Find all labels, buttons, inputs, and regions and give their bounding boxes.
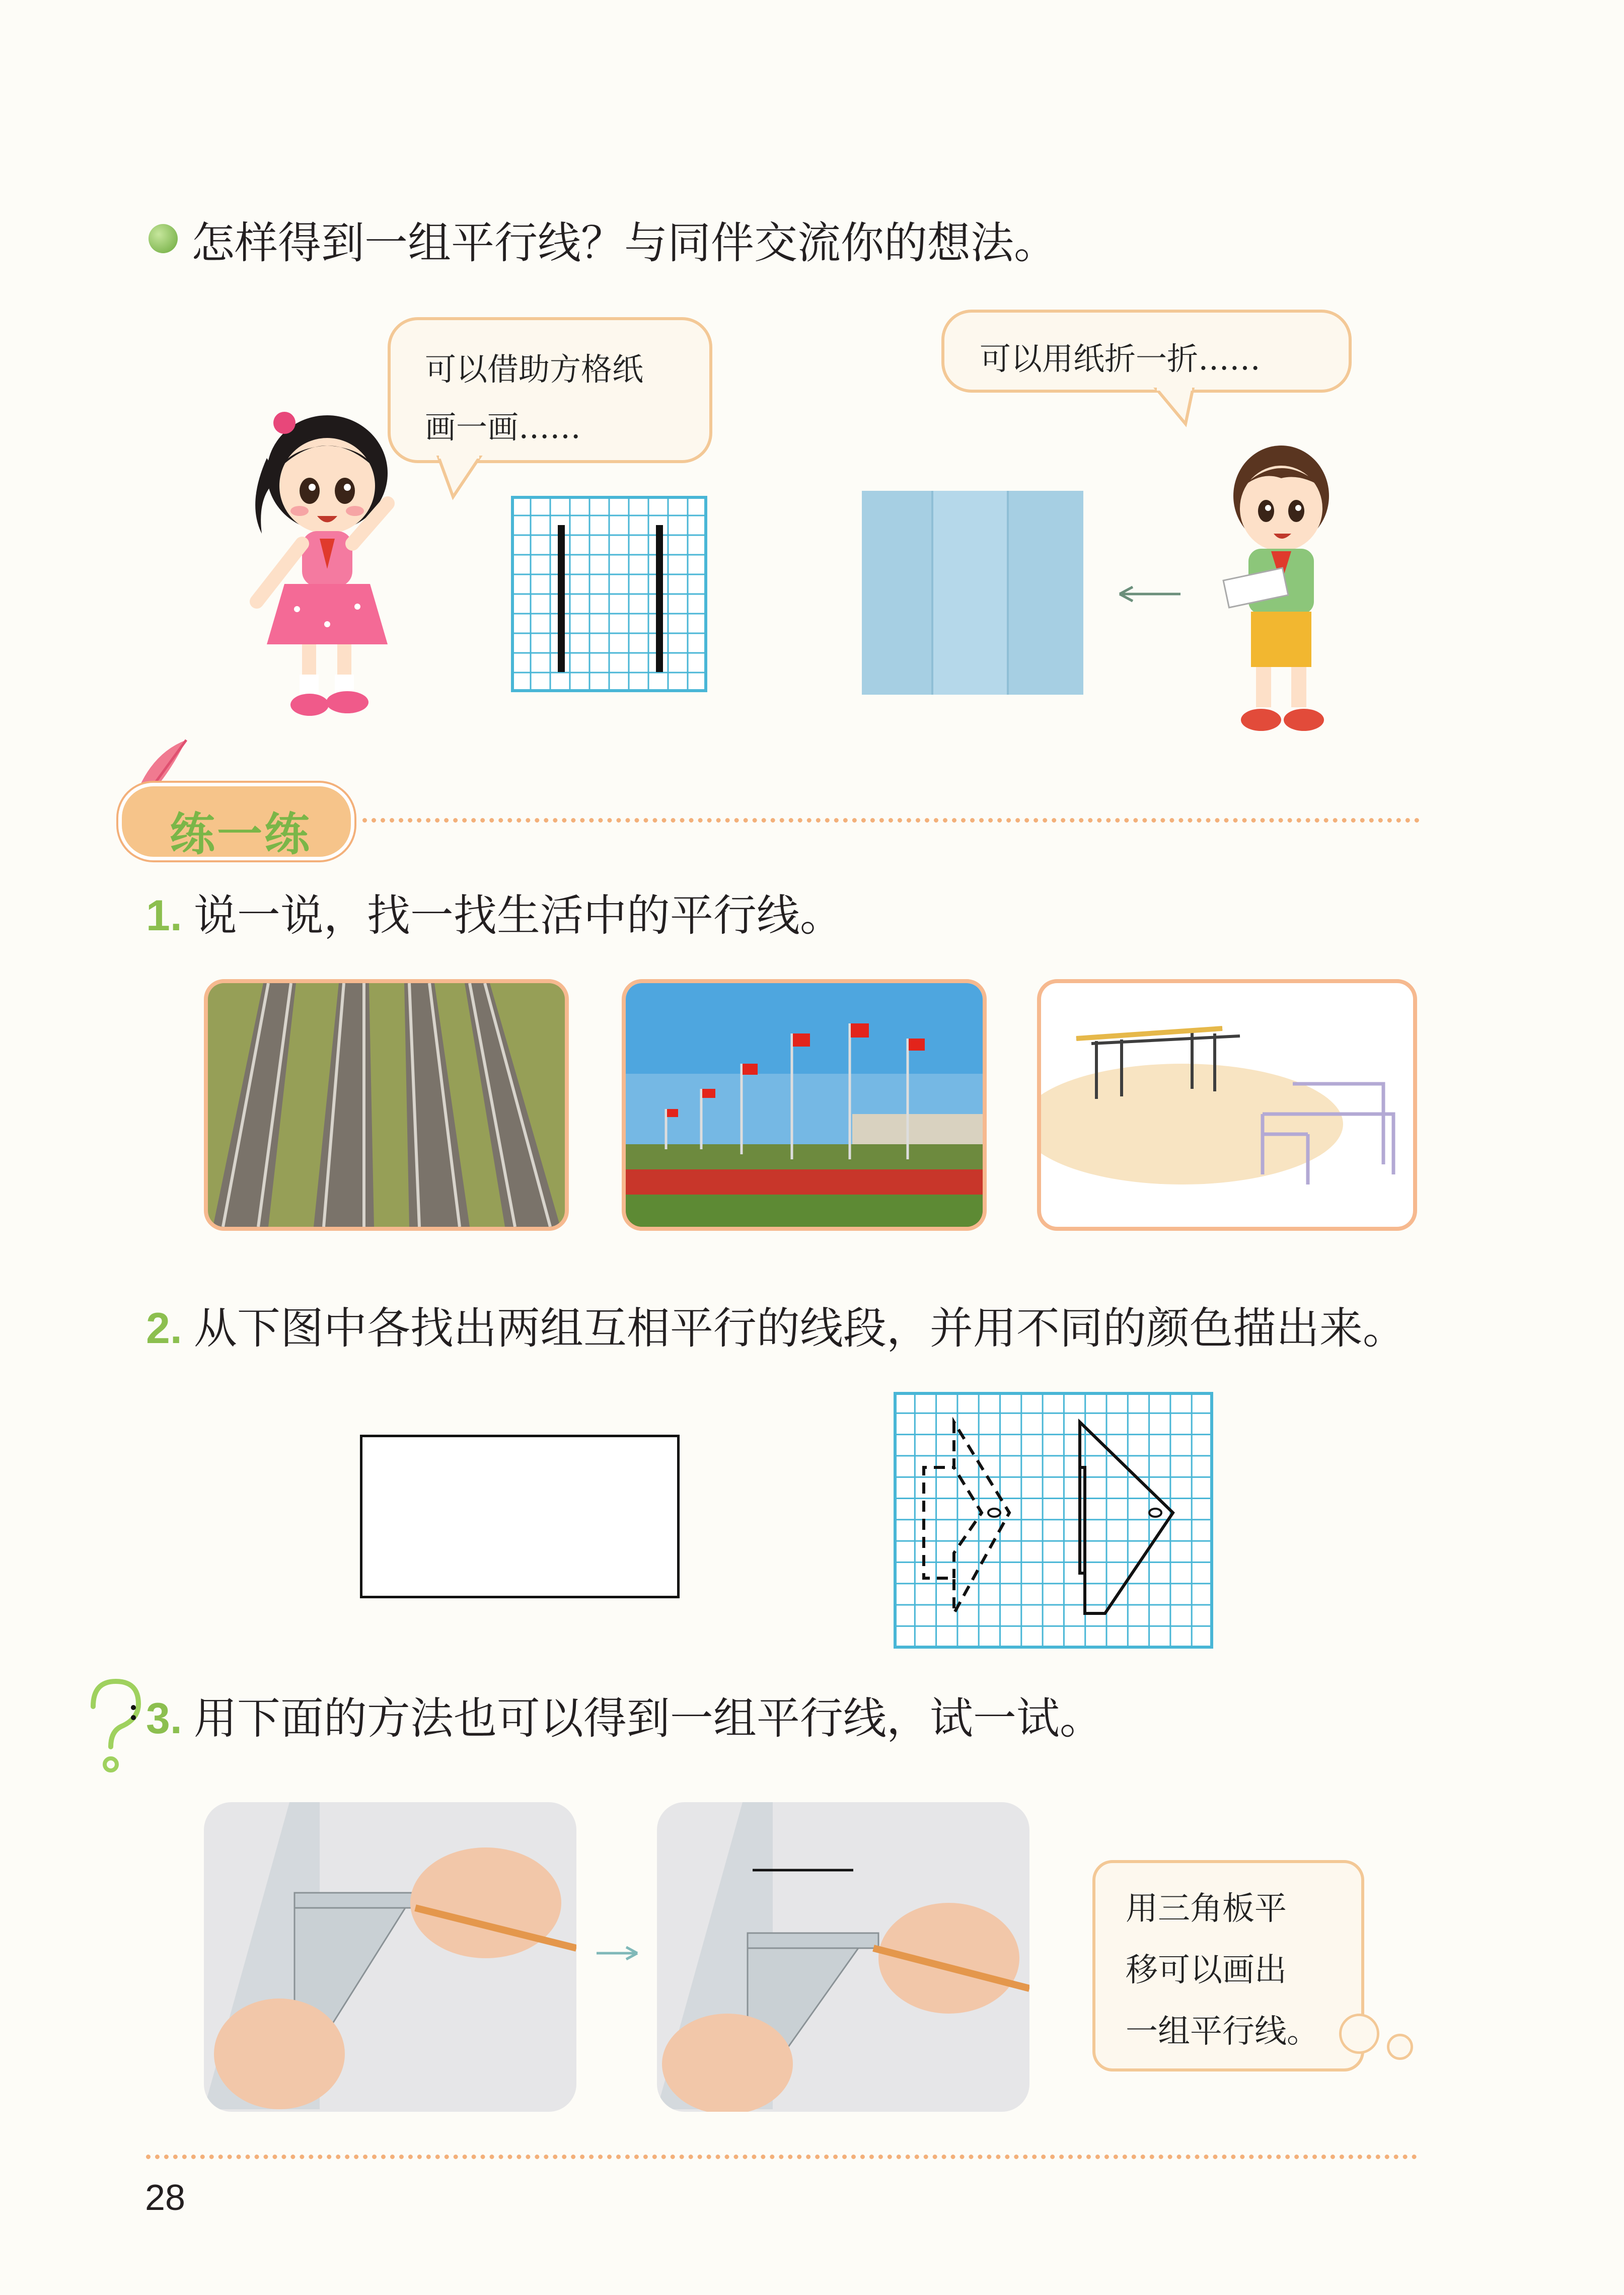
illustration-parallel-bars [1037,979,1417,1231]
arrow-right-icon [594,1943,639,1963]
grid-paper-parallel-lines [511,496,707,692]
q1-text: 说一说，找一找生活中的平行线。 [193,891,843,941]
section-divider-top [362,818,1420,823]
rectangle-figure [360,1435,680,1598]
photo-set-square-step2 [657,1802,1029,2112]
question-2 [146,1304,1406,1354]
boy-bubble-text: 可以用纸折一折…… [980,340,1261,377]
question-1 [146,891,843,941]
discussion-prompt: 怎样得到一组平行线？与同伴交流你的想法。 [191,218,1057,268]
girl-bubble-tail [433,456,493,501]
tip-line1: 用三角板平 [1126,1890,1287,1928]
practice-badge [118,783,354,860]
photo-set-square-step1 [204,1802,576,2112]
question-3 [146,1694,1103,1744]
girl-bubble-line1: 可以借助方格纸 [425,351,644,388]
girl-illustration [237,403,418,725]
tip-bubble-dot-large [1339,2014,1379,2054]
q3-number: 3. [146,1694,182,1743]
q1-number: 1. [146,892,182,940]
section-divider-bottom [146,2155,1417,2159]
boy-bubble-tail [1153,388,1203,428]
tip-bubble [1092,1860,1364,2071]
page-number: 28 [145,2178,186,2218]
tip-bubble-dot-small [1387,2034,1413,2060]
boy-speech-bubble [941,310,1352,393]
tip-line3: 一组平行线。 [1126,2013,1319,2050]
tip-line2: 移可以画出 [1126,1952,1287,1989]
photo-flag-poles [622,979,987,1231]
q2-text: 从下图中各找出两组互相平行的线段，并用不同的颜色描出来。 [193,1303,1406,1354]
q3-text: 用下面的方法也可以得到一组平行线，试一试。 [193,1693,1103,1744]
q2-number: 2. [146,1304,182,1353]
photo-railway-tracks [204,979,569,1231]
boy-illustration [1206,438,1357,740]
arrow-left-icon [1118,584,1183,604]
grid-fish-figures [894,1392,1213,1649]
bullet-dot-icon [149,224,178,253]
girl-speech-bubble [388,317,712,463]
folded-paper [862,491,1083,695]
practice-badge-label: 练一练 [170,808,312,861]
question-mark-icon [83,1676,143,1777]
girl-bubble-line2: 画一画…… [425,409,581,446]
